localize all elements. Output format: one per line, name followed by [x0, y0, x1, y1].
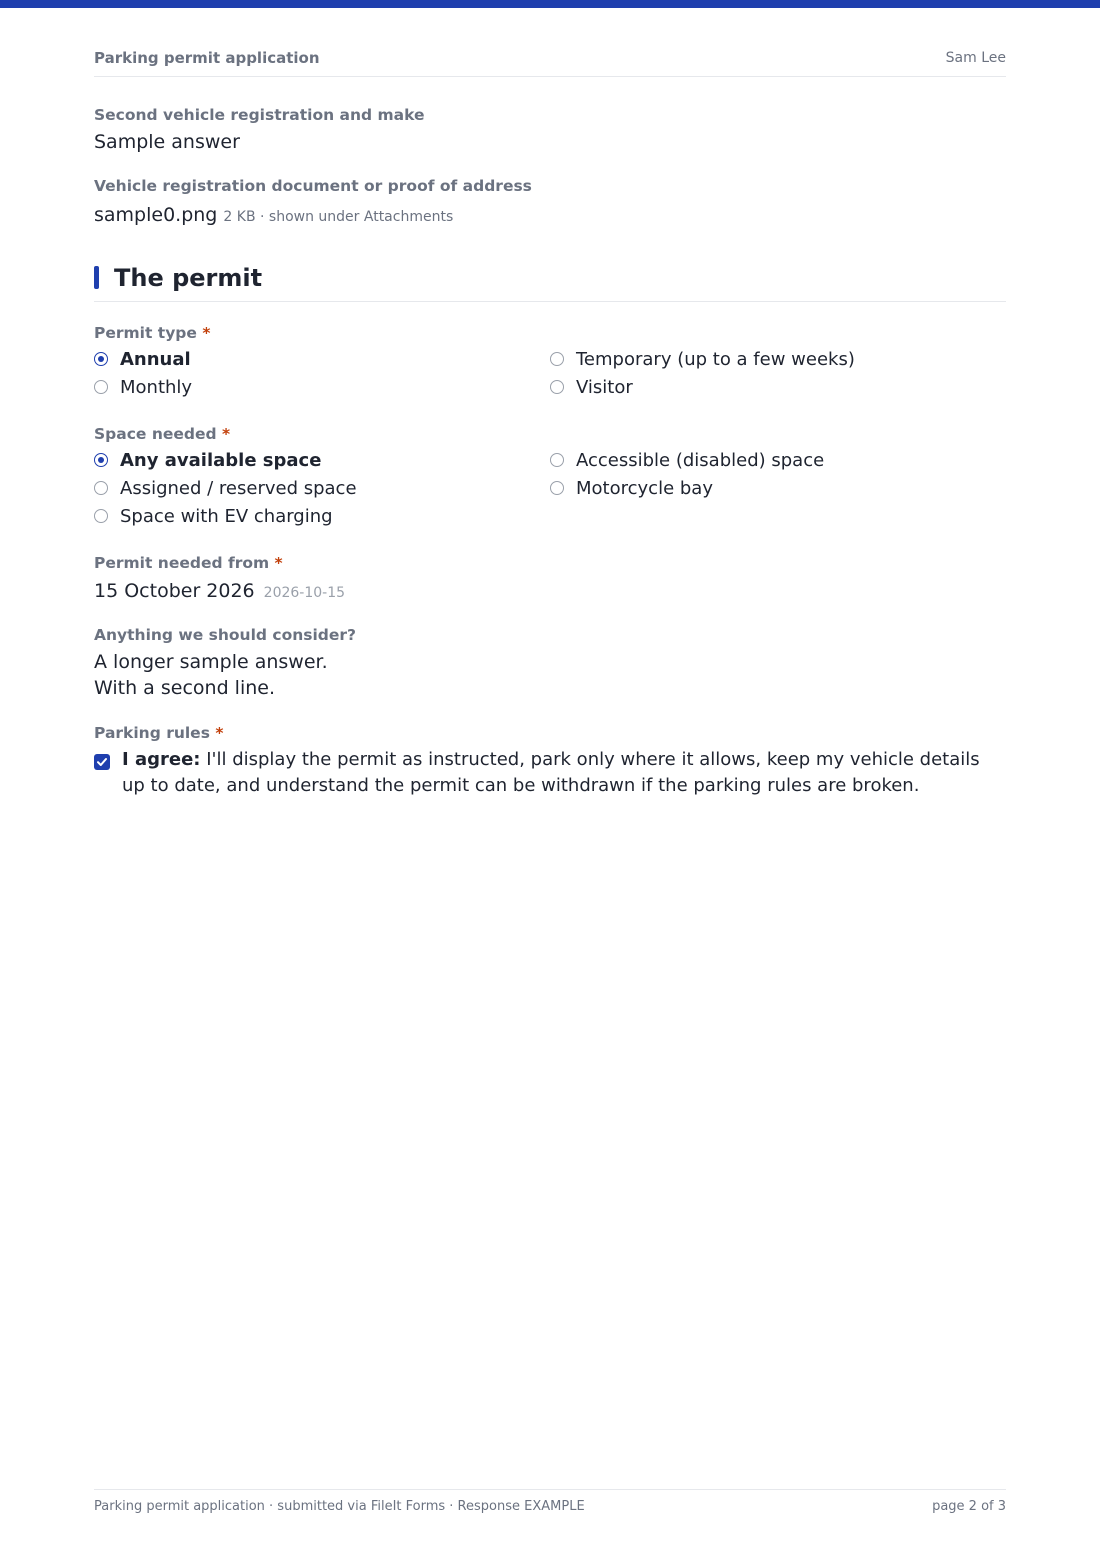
permit-type-option-annual[interactable]: Annual	[94, 348, 191, 372]
footer-info: Parking permit application · submitted via FileIt Forms · Response EXAMPLE	[94, 1499, 585, 1514]
top-accent-bar	[0, 0, 1100, 8]
permit-from-label: Permit needed from *	[94, 554, 283, 572]
page-footer	[94, 1489, 1006, 1520]
required-marker: *	[215, 724, 224, 742]
permit-type-label: Permit type *	[94, 324, 211, 342]
consider-label: Anything we should consider?	[94, 626, 357, 644]
user-name: Sam Lee	[945, 50, 1006, 66]
page-number: page 2 of 3	[932, 1499, 1006, 1514]
agreement-text	[122, 747, 982, 799]
permit-type-option-visitor[interactable]: Visitor	[550, 376, 633, 400]
permit-from-value	[94, 580, 345, 602]
agree-statement: I'll display the permit as instructed, park only where it allows, keep my vehicle details up to date, and understand the permit can be withdrawn if the parking rules are broken.	[122, 749, 980, 796]
attachment-meta: 2 KB · shown under Attachments	[223, 209, 454, 225]
document-title: Parking permit application	[94, 49, 320, 67]
space-needed-label: Space needed *	[94, 425, 231, 443]
radio-selected-icon	[94, 352, 108, 366]
space-option-ev[interactable]: Space with EV charging	[94, 505, 333, 529]
agree-checkbox[interactable]	[94, 754, 110, 770]
agree-label: I agree:	[122, 749, 201, 770]
consider-line-2: With a second line.	[94, 677, 275, 699]
radio-selected-icon	[94, 453, 108, 467]
document-label: Vehicle registration document or proof of address	[94, 177, 532, 195]
attachment-filename[interactable]: sample0.png	[94, 204, 218, 226]
radio-unselected-icon	[550, 453, 564, 467]
radio-unselected-icon	[550, 481, 564, 495]
permit-from-iso: 2026-10-15	[263, 585, 346, 601]
section-accent-bar	[94, 266, 99, 289]
second-vehicle-value: Sample answer	[94, 131, 240, 153]
page-header	[94, 49, 1006, 77]
space-option-accessible[interactable]: Accessible (disabled) space	[550, 449, 824, 473]
space-option-any[interactable]: Any available space	[94, 449, 321, 473]
radio-unselected-icon	[94, 481, 108, 495]
radio-unselected-icon	[94, 380, 108, 394]
checkmark-icon	[96, 756, 108, 768]
space-option-assigned[interactable]: Assigned / reserved space	[94, 477, 357, 501]
permit-type-option-monthly[interactable]: Monthly	[94, 376, 192, 400]
required-marker: *	[202, 324, 211, 342]
section-header	[94, 264, 1006, 302]
parking-rules-label: Parking rules *	[94, 724, 224, 742]
required-marker: *	[274, 554, 283, 572]
consider-line-1: A longer sample answer.	[94, 651, 328, 673]
space-option-motorcycle[interactable]: Motorcycle bay	[550, 477, 713, 501]
document-attachment	[94, 204, 453, 226]
radio-unselected-icon	[550, 352, 564, 366]
section-title: The permit	[114, 264, 263, 292]
required-marker: *	[221, 425, 231, 443]
radio-unselected-icon	[550, 380, 564, 394]
second-vehicle-label: Second vehicle registration and make	[94, 106, 425, 124]
permit-type-option-temporary[interactable]: Temporary (up to a few weeks)	[550, 348, 855, 372]
permit-from-date: 15 October 2026	[94, 580, 255, 602]
radio-unselected-icon	[94, 509, 108, 523]
